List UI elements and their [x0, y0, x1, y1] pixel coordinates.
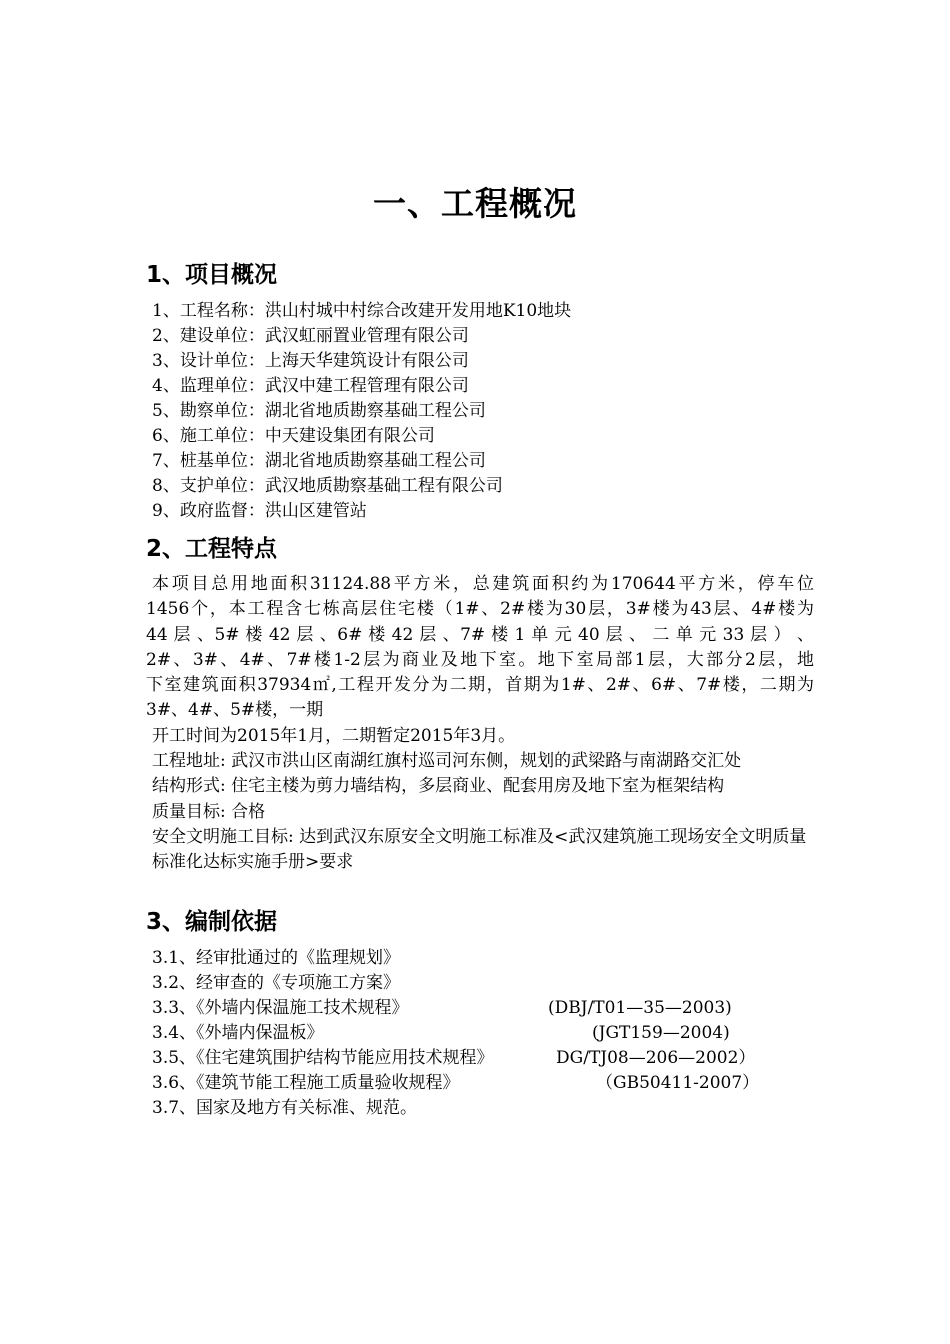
basis-list [152, 946, 822, 1121]
reference-title: 3.1、经审批通过的《监理规划》 [152, 948, 401, 968]
reference-title: 3.4、《外墙内保温板》 [152, 1023, 324, 1043]
paragraph-line: 3#、4#、5#楼，一期 [146, 700, 324, 721]
reference-title: 3.2、经审查的《专项施工方案》 [152, 973, 401, 993]
safety-target: 安全文明施工目标: 达到武汉东原安全文明施工标准及<武汉建筑施工现场安全文明质量标准化达标实施手册>要求 [152, 826, 807, 873]
paragraph-line: 1456个，本工程含七栋高层住宅楼（1#、2#楼为30层，3#楼为43层、4#楼为 [146, 599, 814, 620]
list-item: 5、勘察单位：湖北省地质勘察基础工程公司 [152, 401, 486, 421]
section-heading-project-features: 2、工程特点 [146, 536, 278, 562]
project-overview-list [152, 299, 822, 524]
list-item: 3、设计单位：上海天华建筑设计有限公司 [152, 351, 469, 371]
reference-item [152, 1071, 822, 1096]
reference-item [152, 946, 822, 971]
paragraph-line: 2#、3#、4#、7#楼1-2层为商业及地下室。地下室局部1层，大部分2层，地 [146, 649, 814, 670]
reference-item [152, 1021, 822, 1046]
reference-code: (DBJ/T01—35—2003) [548, 998, 732, 1018]
page-title: 一、工程概况 [373, 184, 577, 223]
list-item: 1、工程名称：洪山村城中村综合改建开发用地K10地块 [152, 301, 572, 321]
reference-item [152, 1096, 822, 1121]
reference-title: 3.3、《外墙内保温施工技术规程》 [152, 998, 409, 1018]
reference-title: 3.6、《建筑节能工程施工质量验收规程》 [152, 1073, 460, 1093]
quality-target: 质量目标: 合格 [152, 801, 266, 822]
section-heading-basis: 3、编制依据 [146, 909, 278, 935]
start-time: 开工时间为2015年1月，二期暂定2015年3月。 [152, 725, 516, 746]
list-item: 2、建设单位：武汉虹丽置业管理有限公司 [152, 326, 469, 346]
list-item: 6、施工单位：中天建设集团有限公司 [152, 426, 435, 446]
reference-title: 3.5、《住宅建筑围护结构节能应用技术规程》 [152, 1048, 494, 1068]
project-address: 工程地址: 武汉市洪山区南湖红旗村巡司河东侧，规划的武梁路与南湖路交汇处 [152, 751, 742, 772]
section-heading-project-overview: 1、项目概况 [146, 262, 278, 288]
project-features-body [146, 572, 814, 876]
reference-code: （GB50411-2007） [596, 1073, 760, 1093]
structure-form: 结构形式: 住宅主楼为剪力墙结构，多层商业、配套用房及地下室为框架结构 [152, 776, 725, 797]
list-item: 7、桩基单位：湖北省地质勘察基础工程公司 [152, 451, 486, 471]
paragraph-line: 下室建筑面积37934㎡,工程开发分为二期，首期为1#、2#、6#、7#楼，二期为 [146, 675, 814, 696]
reference-item [152, 971, 822, 996]
paragraph-line: 44 层 、5# 楼 42 层 、6# 楼 42 层 、7# 楼 1 单 元 40 层 、 二 单 元 33 层 ） 、 [146, 624, 814, 645]
list-item: 8、支护单位：武汉地质勘察基础工程有限公司 [152, 476, 503, 496]
reference-title: 3.7、国家及地方有关标准、规范。 [152, 1098, 418, 1118]
reference-item [152, 996, 822, 1021]
reference-code: DG/TJ08—206—2002） [556, 1048, 756, 1068]
reference-code: (JGT159—2004) [592, 1023, 730, 1043]
paragraph-line: 本项目总用地面积31124.88平方米，总建筑面积约为170644平方米，停车位 [152, 574, 814, 594]
reference-item [152, 1046, 822, 1071]
list-item: 4、监理单位：武汉中建工程管理有限公司 [152, 376, 469, 396]
list-item: 9、政府监督：洪山区建管站 [152, 501, 367, 521]
